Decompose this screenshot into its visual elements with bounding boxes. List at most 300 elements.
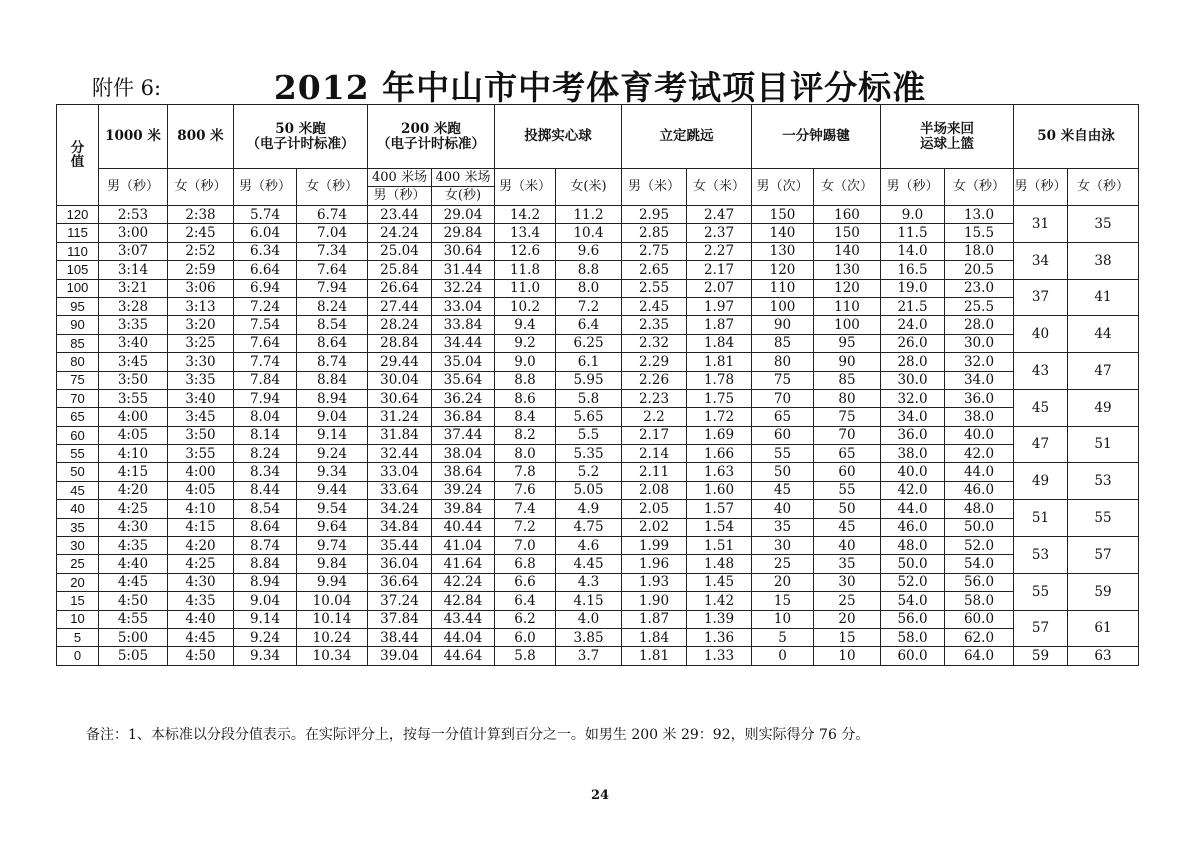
value-cell: 5:00 xyxy=(99,628,168,646)
sub-jump-female: 女（米） xyxy=(687,169,752,206)
value-cell: 11.8 xyxy=(495,261,556,279)
swim-female-cell: 63 xyxy=(1068,647,1139,665)
swim-male-cell: 57 xyxy=(1014,610,1068,647)
score-cell: 90 xyxy=(57,316,99,334)
table-row xyxy=(57,389,1139,407)
value-cell: 7.84 xyxy=(234,371,297,389)
value-cell: 4:15 xyxy=(168,518,234,536)
value-cell: 24.0 xyxy=(881,316,945,334)
value-cell: 150 xyxy=(814,224,881,242)
value-cell: 2.29 xyxy=(622,353,687,371)
value-cell: 2.14 xyxy=(622,445,687,463)
value-cell: 10 xyxy=(752,610,814,628)
sub-50m-male: 男（秒） xyxy=(234,169,297,206)
value-cell: 30.64 xyxy=(368,389,432,407)
value-cell: 110 xyxy=(814,297,881,315)
swim-female-cell: 41 xyxy=(1068,279,1139,316)
swim-female-cell: 35 xyxy=(1068,206,1139,243)
value-cell: 4:05 xyxy=(99,426,168,444)
value-cell: 2.08 xyxy=(622,481,687,499)
value-cell: 2.27 xyxy=(687,242,752,260)
value-cell: 35.04 xyxy=(432,353,495,371)
value-cell: 2.85 xyxy=(622,224,687,242)
value-cell: 4:50 xyxy=(168,647,234,665)
value-cell: 37.44 xyxy=(432,426,495,444)
value-cell: 9.0 xyxy=(495,353,556,371)
attachment-label: 附件 6: xyxy=(92,76,162,100)
swim-female-cell: 51 xyxy=(1068,426,1139,463)
swim-male-cell: 37 xyxy=(1014,279,1068,316)
value-cell: 130 xyxy=(814,261,881,279)
value-cell: 2:59 xyxy=(168,261,234,279)
table-row xyxy=(57,297,1139,315)
value-cell: 60.0 xyxy=(945,610,1014,628)
value-cell: 3.7 xyxy=(556,647,622,665)
score-cell: 65 xyxy=(57,408,99,426)
value-cell: 8.84 xyxy=(234,555,297,573)
value-cell: 44.0 xyxy=(945,463,1014,481)
value-cell: 13.4 xyxy=(495,224,556,242)
value-cell: 70 xyxy=(752,389,814,407)
value-cell: 7.74 xyxy=(234,353,297,371)
value-cell: 1.42 xyxy=(687,592,752,610)
sub-basket-female: 女（秒） xyxy=(945,169,1014,206)
value-cell: 4:40 xyxy=(99,555,168,573)
value-cell: 3:50 xyxy=(168,426,234,444)
table-row xyxy=(57,242,1139,260)
sub-shot-male: 男（米） xyxy=(495,169,556,206)
value-cell: 39.24 xyxy=(432,481,495,499)
value-cell: 3:21 xyxy=(99,279,168,297)
value-cell: 36.0 xyxy=(881,426,945,444)
value-cell: 20 xyxy=(814,610,881,628)
value-cell: 32.24 xyxy=(432,279,495,297)
score-cell: 40 xyxy=(57,500,99,518)
value-cell: 9.34 xyxy=(297,463,368,481)
value-cell: 4:30 xyxy=(99,518,168,536)
value-cell: 3:45 xyxy=(168,408,234,426)
value-cell: 46.0 xyxy=(945,481,1014,499)
value-cell: 1.78 xyxy=(687,371,752,389)
value-cell: 5.74 xyxy=(234,206,297,224)
table-row xyxy=(57,371,1139,389)
value-cell: 8.44 xyxy=(234,481,297,499)
value-cell: 38.0 xyxy=(945,408,1014,426)
sub-200m-male: 男（秒） xyxy=(368,187,432,206)
value-cell: 8.0 xyxy=(556,279,622,297)
value-cell: 1.54 xyxy=(687,518,752,536)
value-cell: 60 xyxy=(752,426,814,444)
value-cell: 1.90 xyxy=(622,592,687,610)
value-cell: 7.64 xyxy=(297,261,368,279)
value-cell: 33.64 xyxy=(368,481,432,499)
value-cell: 2.37 xyxy=(687,224,752,242)
header-swim: 50 米自由泳 xyxy=(1014,105,1139,169)
header-score: 分值 xyxy=(57,105,99,206)
table-row xyxy=(57,463,1139,481)
value-cell: 42.0 xyxy=(881,481,945,499)
value-cell: 35.44 xyxy=(368,537,432,555)
page-title: 2012 年中山市中考体育考试项目评分标准 xyxy=(273,68,927,107)
value-cell: 56.0 xyxy=(881,610,945,628)
value-cell: 4:45 xyxy=(168,628,234,646)
value-cell: 33.04 xyxy=(432,297,495,315)
value-cell: 4.0 xyxy=(556,610,622,628)
value-cell: 11.2 xyxy=(556,206,622,224)
value-cell: 14.0 xyxy=(881,242,945,260)
score-cell: 105 xyxy=(57,261,99,279)
value-cell: 5.35 xyxy=(556,445,622,463)
value-cell: 32.0 xyxy=(945,353,1014,371)
value-cell: 36.24 xyxy=(432,389,495,407)
score-cell: 75 xyxy=(57,371,99,389)
value-cell: 100 xyxy=(814,316,881,334)
value-cell: 40.0 xyxy=(881,463,945,481)
table-row xyxy=(57,353,1139,371)
sub-200m-track-female: 400 米场 xyxy=(432,169,495,187)
value-cell: 4:55 xyxy=(99,610,168,628)
value-cell: 5.8 xyxy=(495,647,556,665)
value-cell: 9.04 xyxy=(297,408,368,426)
header-800m: 800 米 xyxy=(168,105,234,169)
value-cell: 2.17 xyxy=(622,426,687,444)
value-cell: 12.6 xyxy=(495,242,556,260)
value-cell: 60.0 xyxy=(881,647,945,665)
value-cell: 16.5 xyxy=(881,261,945,279)
sub-basket-male: 男（秒） xyxy=(881,169,945,206)
value-cell: 23.0 xyxy=(945,279,1014,297)
value-cell: 4.45 xyxy=(556,555,622,573)
value-cell: 1.99 xyxy=(622,537,687,555)
value-cell: 3:40 xyxy=(99,334,168,352)
value-cell: 1.87 xyxy=(622,610,687,628)
score-cell: 95 xyxy=(57,297,99,315)
value-cell: 4:35 xyxy=(99,537,168,555)
score-cell: 55 xyxy=(57,445,99,463)
table-row xyxy=(57,628,1139,646)
value-cell: 2.11 xyxy=(622,463,687,481)
value-cell: 34.0 xyxy=(945,371,1014,389)
value-cell: 5:05 xyxy=(99,647,168,665)
value-cell: 58.0 xyxy=(945,592,1014,610)
table-row xyxy=(57,647,1139,665)
value-cell: 140 xyxy=(814,242,881,260)
value-cell: 8.0 xyxy=(495,445,556,463)
value-cell: 130 xyxy=(752,242,814,260)
score-cell: 20 xyxy=(57,573,99,591)
value-cell: 80 xyxy=(752,353,814,371)
value-cell: 62.0 xyxy=(945,628,1014,646)
value-cell: 37.24 xyxy=(368,592,432,610)
value-cell: 8.84 xyxy=(297,371,368,389)
value-cell: 64.0 xyxy=(945,647,1014,665)
table-row xyxy=(57,610,1139,628)
table-row xyxy=(57,445,1139,463)
value-cell: 4:25 xyxy=(99,500,168,518)
value-cell: 4:40 xyxy=(168,610,234,628)
value-cell: 48.0 xyxy=(945,500,1014,518)
value-cell: 2.2 xyxy=(622,408,687,426)
score-cell: 35 xyxy=(57,518,99,536)
value-cell: 31.24 xyxy=(368,408,432,426)
swim-male-cell: 34 xyxy=(1014,242,1068,279)
value-cell: 2.65 xyxy=(622,261,687,279)
value-cell: 1.45 xyxy=(687,573,752,591)
value-cell: 34.24 xyxy=(368,500,432,518)
value-cell: 36.04 xyxy=(368,555,432,573)
value-cell: 36.0 xyxy=(945,389,1014,407)
score-cell: 120 xyxy=(57,206,99,224)
swim-female-cell: 49 xyxy=(1068,389,1139,426)
value-cell: 9.4 xyxy=(495,316,556,334)
value-cell: 31.44 xyxy=(432,261,495,279)
value-cell: 5.65 xyxy=(556,408,622,426)
value-cell: 8.24 xyxy=(234,445,297,463)
value-cell: 33.04 xyxy=(368,463,432,481)
swim-male-cell: 53 xyxy=(1014,537,1068,574)
value-cell: 15.5 xyxy=(945,224,1014,242)
table-row xyxy=(57,316,1139,334)
value-cell: 30.0 xyxy=(881,371,945,389)
value-cell: 58.0 xyxy=(881,628,945,646)
value-cell: 2.47 xyxy=(687,206,752,224)
value-cell: 9.24 xyxy=(234,628,297,646)
value-cell: 6.8 xyxy=(495,555,556,573)
value-cell: 4:45 xyxy=(99,573,168,591)
value-cell: 28.0 xyxy=(881,353,945,371)
header-1000m: 1000 米 xyxy=(99,105,168,169)
value-cell: 26.0 xyxy=(881,334,945,352)
value-cell: 50 xyxy=(814,500,881,518)
value-cell: 6.04 xyxy=(234,224,297,242)
value-cell: 7.6 xyxy=(495,481,556,499)
swim-female-cell: 61 xyxy=(1068,610,1139,647)
value-cell: 1.81 xyxy=(622,647,687,665)
value-cell: 120 xyxy=(752,261,814,279)
value-cell: 14.2 xyxy=(495,206,556,224)
sub-shot-female: 女(米) xyxy=(556,169,622,206)
table-row xyxy=(57,481,1139,499)
value-cell: 35 xyxy=(814,555,881,573)
swim-male-cell: 43 xyxy=(1014,353,1068,390)
value-cell: 9.94 xyxy=(297,573,368,591)
value-cell: 8.2 xyxy=(495,426,556,444)
value-cell: 4:10 xyxy=(99,445,168,463)
value-cell: 30.04 xyxy=(368,371,432,389)
value-cell: 2.26 xyxy=(622,371,687,389)
table-row xyxy=(57,261,1139,279)
value-cell: 160 xyxy=(814,206,881,224)
swim-male-cell: 47 xyxy=(1014,426,1068,463)
value-cell: 4.3 xyxy=(556,573,622,591)
value-cell: 70 xyxy=(814,426,881,444)
value-cell: 2.07 xyxy=(687,279,752,297)
value-cell: 50.0 xyxy=(945,518,1014,536)
value-cell: 3:40 xyxy=(168,389,234,407)
table-body xyxy=(57,206,1139,666)
value-cell: 25.5 xyxy=(945,297,1014,315)
value-cell: 28.84 xyxy=(368,334,432,352)
swim-male-cell: 45 xyxy=(1014,389,1068,426)
value-cell: 6.6 xyxy=(495,573,556,591)
value-cell: 3:06 xyxy=(168,279,234,297)
swim-male-cell: 31 xyxy=(1014,206,1068,243)
value-cell: 3:00 xyxy=(99,224,168,242)
value-cell: 3:28 xyxy=(99,297,168,315)
value-cell: 18.0 xyxy=(945,242,1014,260)
value-cell: 60 xyxy=(814,463,881,481)
value-cell: 4:50 xyxy=(99,592,168,610)
value-cell: 4.75 xyxy=(556,518,622,536)
value-cell: 7.64 xyxy=(234,334,297,352)
value-cell: 2.05 xyxy=(622,500,687,518)
swim-male-cell: 55 xyxy=(1014,573,1068,610)
value-cell: 52.0 xyxy=(881,573,945,591)
table-row xyxy=(57,334,1139,352)
value-cell: 9.0 xyxy=(881,206,945,224)
value-cell: 15 xyxy=(752,592,814,610)
value-cell: 44.04 xyxy=(432,628,495,646)
value-cell: 27.44 xyxy=(368,297,432,315)
swim-female-cell: 57 xyxy=(1068,537,1139,574)
value-cell: 3:55 xyxy=(168,445,234,463)
score-cell: 100 xyxy=(57,279,99,297)
value-cell: 28.0 xyxy=(945,316,1014,334)
value-cell: 2:45 xyxy=(168,224,234,242)
value-cell: 42.24 xyxy=(432,573,495,591)
value-cell: 2.55 xyxy=(622,279,687,297)
value-cell: 28.24 xyxy=(368,316,432,334)
header-50m: 50 米跑 （电子计时标准） xyxy=(234,105,368,169)
value-cell: 55 xyxy=(752,445,814,463)
value-cell: 65 xyxy=(752,408,814,426)
value-cell: 6.4 xyxy=(556,316,622,334)
table-row xyxy=(57,573,1139,591)
score-cell: 80 xyxy=(57,353,99,371)
value-cell: 34.0 xyxy=(881,408,945,426)
value-cell: 9.14 xyxy=(234,610,297,628)
sub-swim-female: 女（秒） xyxy=(1068,169,1139,206)
value-cell: 36.84 xyxy=(432,408,495,426)
value-cell: 39.04 xyxy=(368,647,432,665)
value-cell: 80 xyxy=(814,389,881,407)
value-cell: 90 xyxy=(814,353,881,371)
score-cell: 10 xyxy=(57,610,99,628)
value-cell: 45 xyxy=(814,518,881,536)
value-cell: 25.84 xyxy=(368,261,432,279)
value-cell: 1.81 xyxy=(687,353,752,371)
value-cell: 11.5 xyxy=(881,224,945,242)
header-basketball: 半场来回 运球上篮 xyxy=(881,105,1014,169)
value-cell: 1.97 xyxy=(687,297,752,315)
value-cell: 0 xyxy=(752,647,814,665)
value-cell: 54.0 xyxy=(945,555,1014,573)
value-cell: 1.93 xyxy=(622,573,687,591)
swim-male-cell: 59 xyxy=(1014,647,1068,665)
value-cell: 120 xyxy=(814,279,881,297)
value-cell: 3:25 xyxy=(168,334,234,352)
sub-shuttle-female: 女（次） xyxy=(814,169,881,206)
value-cell: 9.74 xyxy=(297,537,368,555)
value-cell: 56.0 xyxy=(945,573,1014,591)
sub-shuttle-male: 男（次） xyxy=(752,169,814,206)
value-cell: 36.64 xyxy=(368,573,432,591)
value-cell: 48.0 xyxy=(881,537,945,555)
table-row xyxy=(57,592,1139,610)
value-cell: 30 xyxy=(752,537,814,555)
value-cell: 2.02 xyxy=(622,518,687,536)
value-cell: 40 xyxy=(752,500,814,518)
value-cell: 7.04 xyxy=(297,224,368,242)
value-cell: 1.48 xyxy=(687,555,752,573)
value-cell: 4:35 xyxy=(168,592,234,610)
value-cell: 35.64 xyxy=(432,371,495,389)
value-cell: 50 xyxy=(752,463,814,481)
value-cell: 3:35 xyxy=(168,371,234,389)
value-cell: 2.17 xyxy=(687,261,752,279)
value-cell: 140 xyxy=(752,224,814,242)
value-cell: 38.04 xyxy=(432,445,495,463)
swim-female-cell: 55 xyxy=(1068,500,1139,537)
value-cell: 8.64 xyxy=(297,334,368,352)
scoring-table xyxy=(56,104,1139,666)
value-cell: 8.4 xyxy=(495,408,556,426)
value-cell: 4:00 xyxy=(99,408,168,426)
value-cell: 3:50 xyxy=(99,371,168,389)
value-cell: 8.34 xyxy=(234,463,297,481)
value-cell: 4:05 xyxy=(168,481,234,499)
value-cell: 30.0 xyxy=(945,334,1014,352)
value-cell: 4:30 xyxy=(168,573,234,591)
value-cell: 11.0 xyxy=(495,279,556,297)
value-cell: 3:20 xyxy=(168,316,234,334)
value-cell: 44.0 xyxy=(881,500,945,518)
value-cell: 54.0 xyxy=(881,592,945,610)
page-number: 24 xyxy=(590,788,610,803)
value-cell: 1.60 xyxy=(687,481,752,499)
value-cell: 3:35 xyxy=(99,316,168,334)
value-cell: 1.33 xyxy=(687,647,752,665)
value-cell: 9.2 xyxy=(495,334,556,352)
table-row xyxy=(57,555,1139,573)
sub-jump-male: 男（米） xyxy=(622,169,687,206)
score-cell: 70 xyxy=(57,389,99,407)
value-cell: 1.72 xyxy=(687,408,752,426)
value-cell: 50.0 xyxy=(881,555,945,573)
score-cell: 50 xyxy=(57,463,99,481)
value-cell: 1.36 xyxy=(687,628,752,646)
value-cell: 29.04 xyxy=(432,206,495,224)
value-cell: 29.44 xyxy=(368,353,432,371)
value-cell: 13.0 xyxy=(945,206,1014,224)
swim-female-cell: 44 xyxy=(1068,316,1139,353)
swim-male-cell: 51 xyxy=(1014,500,1068,537)
value-cell: 75 xyxy=(814,408,881,426)
table-row xyxy=(57,279,1139,297)
value-cell: 1.66 xyxy=(687,445,752,463)
value-cell: 6.1 xyxy=(556,353,622,371)
sub-1000m-male: 男（秒） xyxy=(99,169,168,206)
value-cell: 2.95 xyxy=(622,206,687,224)
value-cell: 8.64 xyxy=(234,518,297,536)
value-cell: 9.24 xyxy=(297,445,368,463)
table-row xyxy=(57,408,1139,426)
value-cell: 5.8 xyxy=(556,389,622,407)
value-cell: 100 xyxy=(752,297,814,315)
value-cell: 1.63 xyxy=(687,463,752,481)
value-cell: 2:53 xyxy=(99,206,168,224)
value-cell: 35 xyxy=(752,518,814,536)
